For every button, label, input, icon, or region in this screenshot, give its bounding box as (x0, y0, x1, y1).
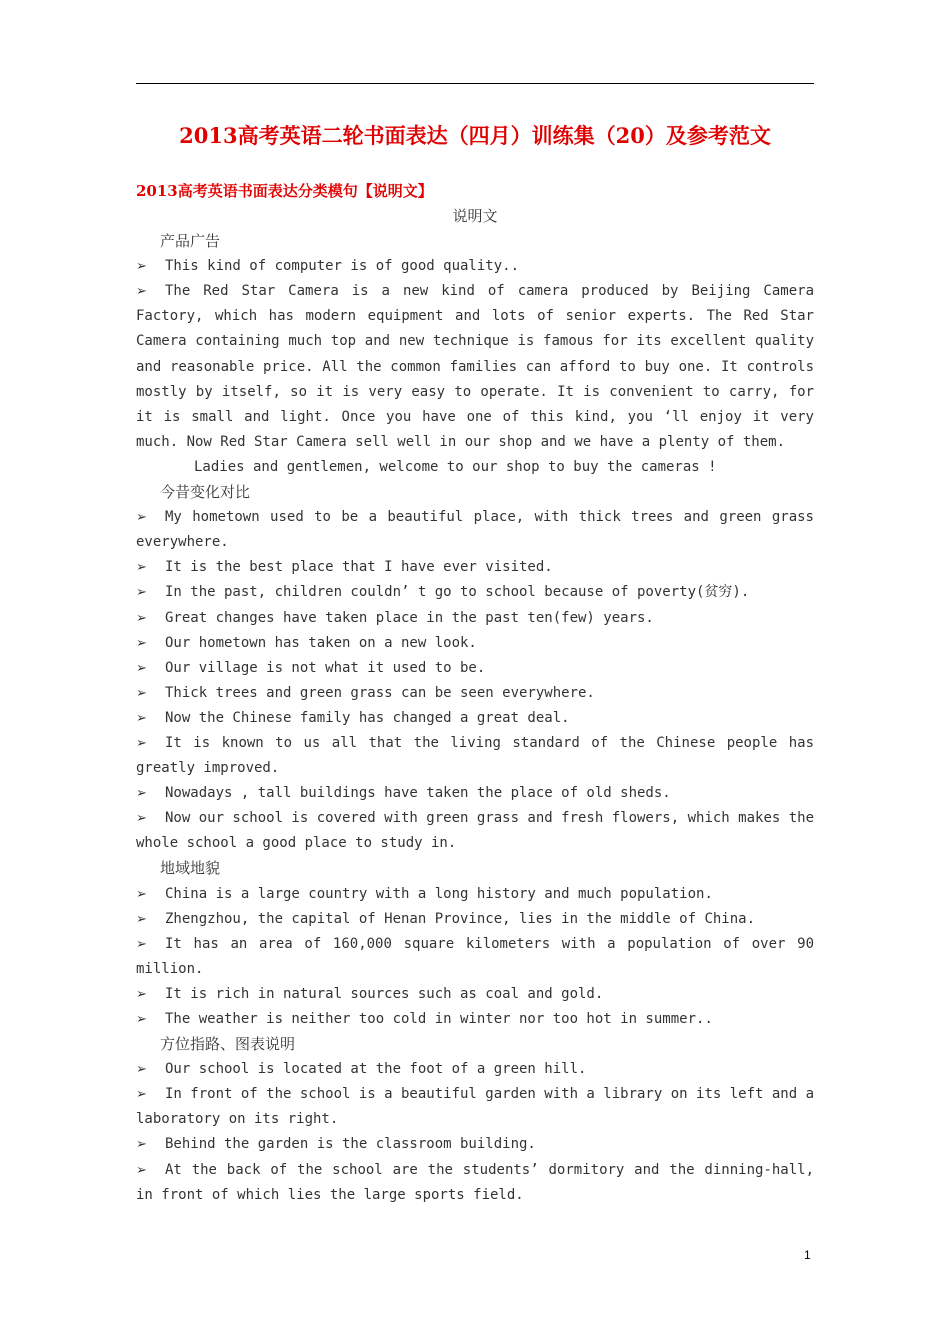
arrow-bullet-icon: ➢ (136, 786, 147, 802)
arrow-bullet-icon: ➢ (136, 685, 147, 701)
item-text: It is rich in natural sources such as coal and gold. (165, 985, 604, 1002)
item-text: The Red Star Camera is a new kind of camera produced by Beijing Camera Factory, which has modern equipment and lots of senior experts. The Red Star Camera containing much top and new technique is famous for its excellent quality and reasonable price. All the common families can afford to buy one. It controls mostly by itself, so it is very easy to operate. It is convenient to carry, for it is small and light. Once you have one of this kind, you ‘ll enjoy it very much. Now Red Star Camera sell well in our shop and we have a plenty of them. (136, 283, 814, 450)
list-item (136, 631, 814, 656)
arrow-bullet-icon: ➢ (136, 886, 147, 902)
item-text: Zhengzhou, the capital of Henan Province, lies in the middle of China. (165, 910, 756, 927)
list-item (136, 606, 814, 631)
item-text: In front of the school is a beautiful garden with a library on its left and a laboratory on its right. (136, 1086, 815, 1128)
section-heading: 今昔变化对比 (160, 483, 251, 502)
document-subtitle: 2013高考英语书面表达分类模句【说明文】 (136, 182, 433, 200)
list-item (136, 932, 814, 982)
list-item (136, 555, 814, 580)
arrow-bullet-icon: ➢ (136, 1137, 147, 1153)
arrow-bullet-icon: ➢ (136, 710, 147, 726)
list-item (136, 781, 814, 806)
item-text: Our school is located at the foot of a green hill. (165, 1061, 587, 1078)
list-item (136, 982, 814, 1007)
arrow-bullet-icon: ➢ (136, 735, 147, 751)
arrow-bullet-icon: ➢ (136, 259, 147, 275)
item-text: This kind of computer is of good quality.. (165, 258, 520, 275)
list-item (136, 656, 814, 681)
arrow-bullet-icon: ➢ (136, 811, 147, 827)
arrow-bullet-icon: ➢ (136, 610, 147, 626)
list-item (136, 806, 814, 856)
item-text: Behind the garden is the classroom building. (165, 1136, 536, 1153)
arrow-bullet-icon: ➢ (136, 1087, 147, 1103)
document-body (136, 204, 814, 1208)
header-rule (136, 83, 814, 84)
list-item (136, 1132, 814, 1157)
section-heading: 方位指路、图表说明 (160, 1035, 296, 1054)
arrow-bullet-icon: ➢ (136, 635, 147, 651)
item-text: Our hometown has taken on a new look. (165, 634, 477, 651)
item-text: Now our school is covered with green grass and fresh flowers, which makes the whole school a good place to study in. (136, 810, 815, 852)
list-item (136, 505, 814, 555)
section-heading: 产品广告 (160, 232, 221, 251)
arrow-bullet-icon: ➢ (136, 284, 147, 300)
list-item (136, 1007, 814, 1032)
arrow-bullet-icon: ➢ (136, 1162, 147, 1178)
arrow-bullet-icon: ➢ (136, 911, 147, 927)
arrow-bullet-icon: ➢ (136, 1062, 147, 1078)
item-text: China is a large country with a long history and much population. (165, 885, 713, 902)
list-item (136, 731, 814, 781)
item-text: Our village is not what it used to be. (165, 659, 486, 676)
arrow-bullet-icon: ➢ (136, 660, 147, 676)
arrow-bullet-icon: ➢ (136, 560, 147, 576)
item-text: Great changes have taken place in the past ten(few) years. (165, 609, 654, 626)
list-item (136, 1082, 814, 1132)
item-text: My hometown used to be a beautiful place, with thick trees and green grass everywhere. (136, 509, 814, 551)
page-number: 1 (804, 1248, 811, 1262)
item-text: It is the best place that I have ever visited. (165, 559, 553, 576)
arrow-bullet-icon: ➢ (136, 510, 147, 526)
list-item (136, 1158, 814, 1208)
item-text: It is known to us all that the living standard of the Chinese people has greatly improved. (136, 734, 814, 777)
item-text: At the back of the school are the students’ dormitory and the dinning-hall, in front of which lies the large sports field. (136, 1161, 814, 1203)
list-item (136, 254, 814, 279)
section-heading: 地域地貌 (160, 859, 221, 878)
list-item (136, 279, 814, 455)
item-text: It has an area of 160,000 square kilometers with a population of over 90 million. (136, 935, 814, 977)
list-item (136, 907, 814, 932)
arrow-bullet-icon: ➢ (136, 585, 147, 601)
arrow-bullet-icon: ➢ (136, 986, 147, 1002)
list-item (136, 580, 814, 605)
item-text: Now the Chinese family has changed a great deal. (165, 709, 570, 726)
list-item (136, 706, 814, 731)
arrow-bullet-icon: ➢ (136, 936, 147, 952)
item-text: Nowadays , tall buildings have taken the place of old sheds. (165, 785, 671, 802)
item-text: In the past, children couldn’ t go to school because of poverty(贫穷). (165, 584, 750, 601)
center-heading: 说明文 (452, 207, 498, 225)
item-text: Thick trees and green grass can be seen everywhere. (165, 684, 595, 701)
arrow-bullet-icon: ➢ (136, 1012, 147, 1027)
item-text: The weather is neither too cold in winter nor too hot in summer.. (165, 1011, 713, 1027)
document-title: 2013高考英语二轮书面表达（四月）训练集（20）及参考范文 (179, 123, 771, 148)
list-item (136, 1057, 814, 1082)
list-item (136, 681, 814, 706)
closing-line: Ladies and gentlemen, welcome to our shop to buy the cameras ! (194, 458, 717, 475)
list-item (136, 882, 814, 907)
